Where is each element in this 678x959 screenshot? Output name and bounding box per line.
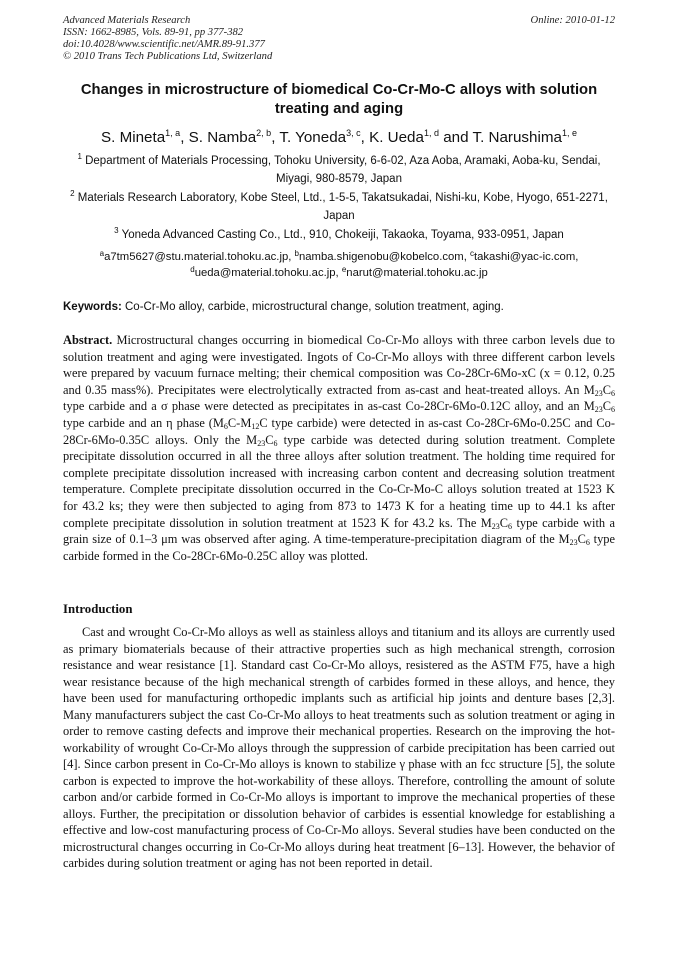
journal-header (63, 15, 272, 63)
issn-line: ISSN: 1662-8985, Vols. 89-91, pp 377-382 (63, 27, 244, 39)
author-name: T. Yoneda (279, 129, 347, 146)
introduction-paragraph: Cast and wrought Co-Cr-Mo alloys as well as stainless alloys and titanium and its alloys are currently used as primary biomaterials because of their attractive properties such as high mechanical strength, corrosion resistance and wear resistance [1]. Standard cast Co-Cr-Mo alloys, resistered as the ASTM F75, have a high wear resistance because of the high mechanical strength of carbides formed in these alloys, and hence, they have been used for manufacturing orthopedic implants such as artificial hip joints and denture bases [2,3]. Many manufacturers subject the cast Co-Cr-Mo alloys to heat treatments such as solution treatment or aging in order to remove casting defects and improve their mechanical properties. Research on the improving the hot-workability of wrought Co-Cr-Mo alloys through the suppression of carbide precipitation has been carried out [4]. Since carbon present in Co-Cr-Mo alloys is known to stabilize γ phase with an fcc structure [5], the solute carbon is expected to improve the hot-workability of these alloys. Therefore, controlling the amount of solute carbon and/or carbide formed in Co-Cr-Mo alloys is important to improve the mechanical properties of these alloys. Further, the precipitation or dissolution behavior of carbides is essential knowledge for establishing a effective and low-cost manufacturing process of Co-Cr-Mo alloys. Several studies have been conducted on the microstructural changes occurring in Co-Cr-Mo alloys during heat treatment [6–13]. However, the behavior of carbides during solution treatment or aging has not been reported in detail. (63, 625, 615, 870)
subscript: 6 (585, 538, 590, 548)
subscript: 6 (223, 421, 228, 431)
subscript: 6 (611, 388, 615, 398)
affiliation-3 (63, 227, 615, 245)
author-sup: 3, c (346, 128, 361, 138)
affiliation-number: 2 (70, 189, 75, 198)
affiliation-text: Department of Materials Processing, Tohoku University, 6-6-02, Aza Aoba, Aramaki, Aoba-ku, Sendai, Miyagi, 980-8579, Japan (85, 155, 601, 185)
author-name: S. Namba (188, 129, 257, 146)
email-key: e (341, 264, 347, 274)
doi-line: doi:10.4028/www.scientific.net/AMR.89-91.377 (63, 39, 265, 51)
online-date: Online: 2010-01-12 (530, 15, 615, 26)
email-address[interactable]: a7tm5627@stu.material.tohoku.ac.jp (104, 251, 289, 263)
keywords-text: Co-Cr-Mo alloy, carbide, microstructural change, solution treatment, aging. (125, 301, 504, 313)
email-key: a (99, 249, 105, 258)
abstract-body: Microstructural changes occurring in biomedical Co-Cr-Mo alloys with three carbon levels due to solution treatment and aging were investigated. Ingots of Co-Cr-Mo alloys with three different carbon levels were prepared by vacuum furnace melting; their chemical composition was Co-28Cr-6Mo-xC (x = 0.12, 0.25 and 0.35 mass%). Precipitates were electrolytically extracted from as-cast and heat-treated alloys. An $M_{23}C_6$ type carbide and a σ phase were detected as precipitates in as-cast Co-28Cr-6Mo-0.12C alloy, and an $M_{23}C_6$ type carbide and an η phase ($M_6C-M_{12}C$ type carbide) were detected in as-cast Co-28Cr-6Mo-0.25C and Co-28Cr-6Mo-0.35C alloys. Only the $M_{23}C_6$ type carbide was detected during solution treatment. Complete precipitate dissolution occurred in all the three alloys after solution treatment. The holding time required for complete precipitate dissolution increased with increasing carbon content and decreasing solution treatment temperature. Complete precipitate dissolution occurred in the Co-Cr-Mo-C alloys solution treated at 1523 K for 43.2 ks; they were then subjected to aging from 873 to 1473 K for a heating time up to 44.1 ks after complete precipitate dissolution in solution treatment at 1523 K for 43.2 ks. The $M_{23}C_6$ type carbide with a grain size of 0.1–3 μm was observed after aging. A time-temperature-precipitation diagram of the $M_{23}C_6$ type carbide formed in the Co-28Cr-6Mo-0.25C alloy was plotted. (63, 333, 615, 563)
subscript: 6 (611, 405, 615, 415)
author-sup: 1, a (165, 128, 181, 138)
author-sep: , (360, 129, 370, 146)
subscript: 23 (594, 405, 603, 415)
subscript: 23 (257, 438, 266, 448)
email-address[interactable]: ueda@material.tohoku.ac.jp (194, 266, 336, 279)
affiliation-text: Materials Research Laboratory, Kobe Steel, Ltd., 1-5-5, Takatsukadai, Nishi-ku, Kobe, Hyogo, 651-2271, Japan (77, 192, 608, 222)
affiliation-number: 3 (114, 226, 119, 235)
subscript: 23 (569, 538, 578, 548)
author-sup: 1, e (561, 128, 577, 138)
subscript: 6 (273, 438, 278, 448)
subscript: 23 (594, 388, 603, 398)
journal-name: Advanced Materials Research (63, 15, 191, 26)
affiliation-text: Yoneda Advanced Casting Co., Ltd., 910, Chokeiji, Takaoka, Toyama, 933-0951, Japan (121, 229, 564, 241)
copyright-line: © 2010 Trans Tech Publications Ltd, Switzerland (63, 51, 273, 63)
author-sep: , (180, 129, 189, 146)
author-list (40, 129, 638, 146)
subscript: 23 (491, 521, 500, 531)
email-address[interactable]: takashi@yac-ic.com (473, 251, 576, 263)
keywords-label: Keywords: (63, 301, 122, 313)
abstract-label: Abstract. (63, 333, 113, 347)
author-name: K. Ueda (369, 129, 424, 146)
affiliation-2 (63, 190, 615, 225)
abstract (63, 332, 615, 564)
email-key: c (469, 249, 474, 258)
email-key: b (294, 249, 299, 258)
author-sup: 1, d (423, 128, 439, 138)
author-sup: 2, b (256, 128, 272, 138)
paper-title: Changes in microstructure of biomedical Co-Cr-Mo-C alloys with solution treating and aging (80, 82, 598, 117)
affiliation-1 (63, 153, 615, 188)
subscript: 12 (251, 421, 260, 431)
section-heading-introduction: Introduction (63, 602, 133, 616)
author-sep: , (271, 129, 280, 146)
email-key: d (190, 264, 195, 274)
email-address[interactable]: namba.shigenobu@kobelco.com (298, 251, 464, 263)
author-name: S. Mineta (101, 129, 166, 146)
author-name: T. Narushima (472, 129, 562, 146)
keywords (63, 301, 615, 313)
email-address[interactable]: narut@material.tohoku.ac.jp (346, 266, 488, 279)
email-list: $^a$a7tm5627@stu.material.tohoku.ac.jp, $^b$namba.shigenobu@kobelco.com, $^c$takashi@yac-ic.com, $^d$ueda@material.tohoku.ac.jp, $^e$narut@material.tohoku.ac.jp (99, 249, 579, 279)
affiliation-number: 1 (77, 152, 82, 161)
author-sep: and (438, 129, 473, 146)
subscript: 6 (508, 521, 513, 531)
